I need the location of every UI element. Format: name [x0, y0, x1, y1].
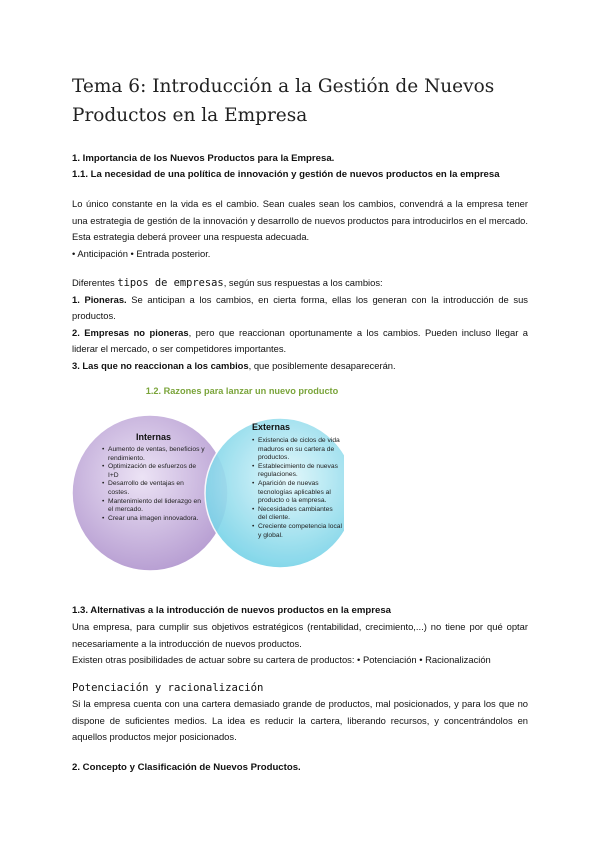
list-item: • Establecimiento de nuevas regulaciones. [252, 463, 342, 480]
list-item: • Existencia de ciclos de vida maduros en su cartera de productos. [252, 437, 342, 463]
section-heading-1: 1. Importancia de los Nuevos Productos para la Empresa. [72, 153, 335, 164]
list-item: • Creciente competencia local y global. [252, 523, 342, 540]
paragraph-potenciacion: Si la empresa cuenta con una cartera demasiado grande de productos, mal posicionados, y para los que no dispone de suficientes medios. La idea es reducir la cartera, liberando recursos, y concentrándolos en aquellos productos mejor posicionados. [72, 698, 528, 743]
heading-potenciacion: Potenciación y racionalización [72, 682, 264, 694]
list-item: • Necesidades cambiantes del cliente. [252, 506, 342, 523]
list-item: • Desarrollo de ventajas en costes. [102, 480, 206, 497]
venn-figure [72, 382, 344, 584]
list-item: • Optimización de esfuerzos de I+D [102, 463, 206, 480]
paragraph-company-types: Diferentes tipos de empresas, según sus respuestas a los cambios: 1. Pioneras. Se anticipan a los cambios, en cierta forma, ellas los generan con la introducción de sus productos. 2. Empresas no pioneras, pero que reaccionan oportunamente a los cambios. Pueden incluso llegar a liderar el mercado, o ser competidores importantes. 3. Las que no reaccionan a los cambios, que posiblemente desaparecerán. [72, 277, 529, 371]
paragraph-change-bullets: • Anticipación • Entrada posterior. [72, 247, 211, 259]
paragraph-alternatives: Una empresa, para cumplir sus objetivos estratégicos (rentabilidad, crecimiento,...) no tiene por qué optar necesariamente a la introducción de nuevos productos. Existen otras posibilidades de actuar sobre su cartera de productos: • Potenciación • Racionalización [72, 621, 528, 666]
externas-title: Externas [252, 422, 291, 432]
list-item: • Aumento de ventas, beneficios y rendimiento. [102, 446, 206, 463]
externas-list [252, 437, 342, 540]
subsection-heading-1-3: 1.3. Alternativas a la introducción de nuevos productos en la empresa [72, 605, 391, 616]
paragraph-change: Lo único constante en la vida es el cambio. Sean cuales sean los cambios, convendrá a la empresa tener una estrategia de gestión de la innovación y desarrollo de nuevos productos para introducirlos en el mercado. Esta estrategia deberá proveer una respuesta adecuada. • Anticipación • Entrada posterior. [72, 198, 528, 259]
list-item: • Crear una imagen innovadora. [102, 515, 206, 524]
page-title: Tema 6: Introducción a la Gestión de Nuevos Productos en la Empresa [72, 76, 495, 126]
internas-title: Internas [136, 432, 172, 442]
section-heading-2: 2. Concepto y Clasificación de Nuevos Productos. [72, 762, 301, 773]
subsection-heading-1-1: 1.1. La necesidad de una política de innovación y gestión de nuevos productos en la empresa [72, 169, 500, 180]
internas-list [102, 446, 206, 523]
figure-title: 1.2. Razones para lanzar un nuevo producto [145, 386, 339, 396]
list-item: • Mantenimiento del liderazgo en el mercado. [102, 498, 206, 515]
list-item: • Aparición de nuevas tecnologías aplicables al producto o la empresa. [252, 480, 342, 506]
